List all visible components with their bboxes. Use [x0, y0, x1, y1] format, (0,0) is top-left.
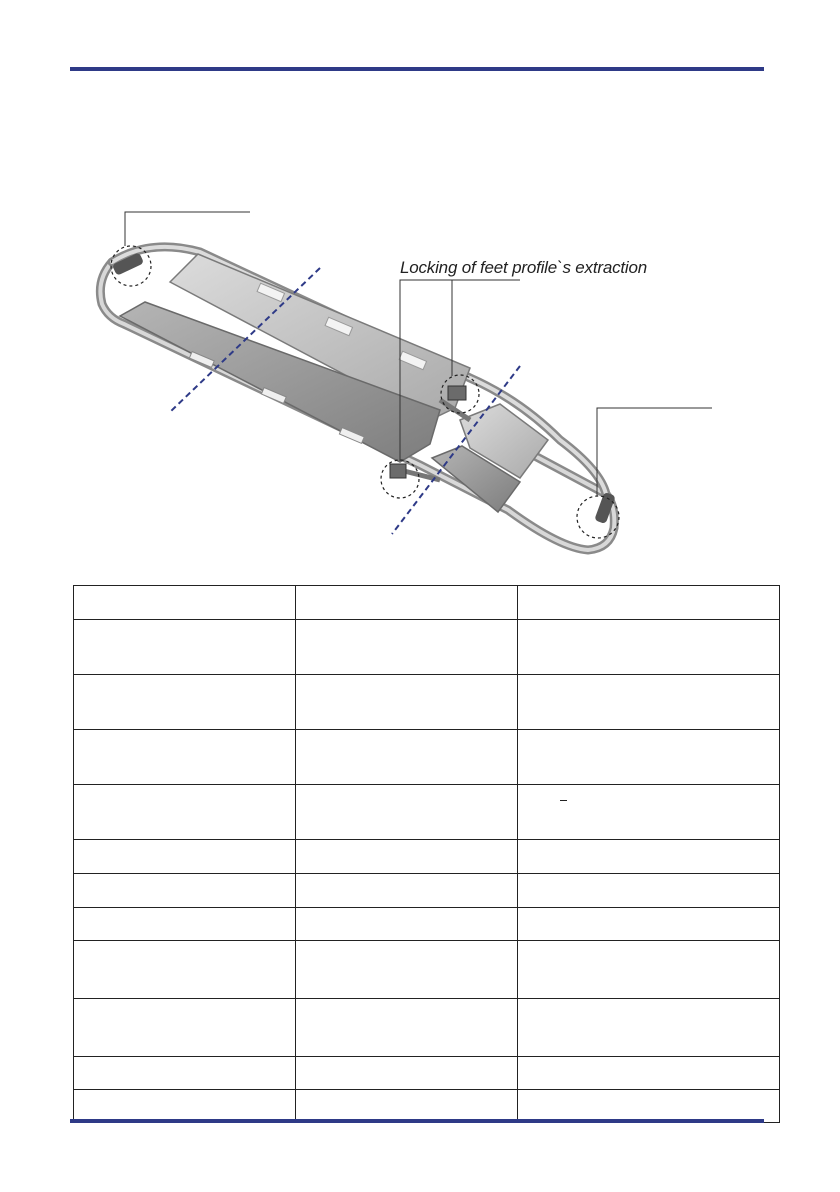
leader-foot [597, 408, 712, 496]
table-cell [518, 999, 780, 1057]
lock-block-lower [390, 464, 406, 478]
underline-mark [560, 800, 567, 801]
table-cell [518, 908, 780, 941]
table-cell [518, 675, 780, 730]
table-cell [518, 586, 780, 620]
table-cell [296, 1057, 518, 1090]
table-cell [296, 840, 518, 874]
table-cell [74, 675, 296, 730]
table-row [74, 1090, 780, 1123]
table-cell [518, 620, 780, 675]
footer-rule [70, 1119, 764, 1123]
table-cell [74, 1090, 296, 1123]
table-cell [74, 586, 296, 620]
spec-table-body [74, 586, 780, 1123]
table-cell [296, 874, 518, 908]
table-cell [296, 730, 518, 785]
callout-feet-lock-label: Locking of feet profile`s extraction [400, 258, 647, 277]
table-row [74, 908, 780, 941]
table-cell [296, 1090, 518, 1123]
table-row [74, 999, 780, 1057]
table-row [74, 586, 780, 620]
table-cell [74, 999, 296, 1057]
table-cell [74, 620, 296, 675]
lock-block-upper [448, 386, 466, 400]
table-cell [518, 785, 780, 840]
table-cell [296, 941, 518, 999]
table-row [74, 730, 780, 785]
table-cell [74, 908, 296, 941]
table-row [74, 874, 780, 908]
table-cell [518, 1090, 780, 1123]
table-cell [518, 840, 780, 874]
table-cell [74, 1057, 296, 1090]
table-cell [74, 941, 296, 999]
table-cell [518, 1057, 780, 1090]
table-cell [518, 730, 780, 785]
table-cell [296, 908, 518, 941]
table-cell [518, 874, 780, 908]
table-cell [296, 586, 518, 620]
table-cell [74, 874, 296, 908]
table-row [74, 1057, 780, 1090]
table-cell [296, 785, 518, 840]
table-row [74, 675, 780, 730]
table-cell [518, 941, 780, 999]
table-cell [74, 730, 296, 785]
table-cell [296, 620, 518, 675]
stretcher-figure [0, 0, 840, 580]
leader-head [125, 212, 250, 246]
table-cell [296, 999, 518, 1057]
table-row [74, 840, 780, 874]
table-row [74, 941, 780, 999]
table-row [74, 620, 780, 675]
spec-table [73, 585, 780, 1123]
table-cell [74, 840, 296, 874]
table-row [74, 785, 780, 840]
table-cell [74, 785, 296, 840]
table-cell [296, 675, 518, 730]
stretcher-illustration [0, 0, 840, 580]
